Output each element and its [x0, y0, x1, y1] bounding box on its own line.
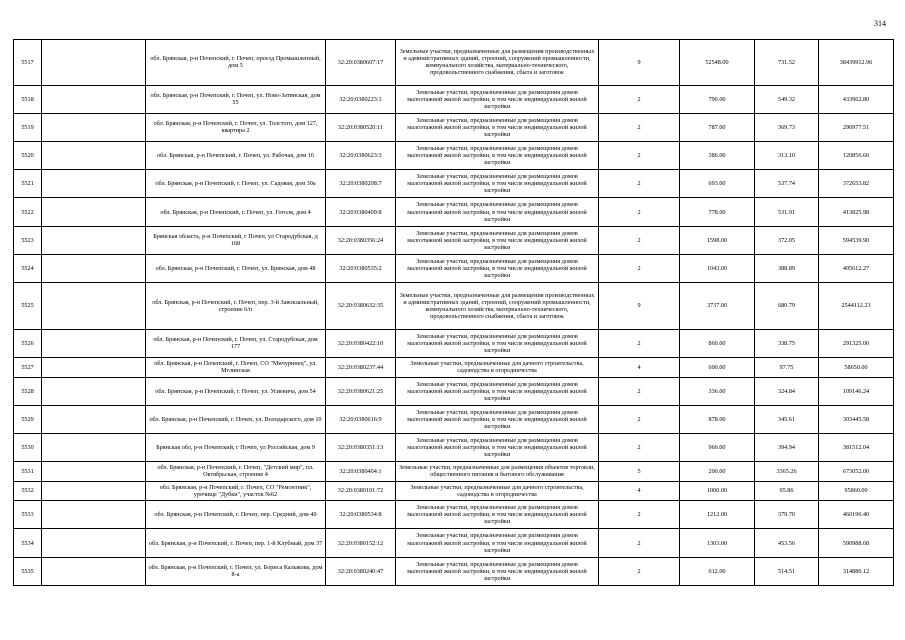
address-cell: обл. Брянская, р-н Почепский, г. Почеп, пер. 3-й Завокзальный, строение 6/п	[146, 283, 326, 330]
empty-cell	[42, 481, 146, 501]
unit-value-cell: 369.73	[755, 113, 819, 141]
cadastral-value-cell: 314880.12	[819, 557, 894, 585]
table-row	[14, 226, 894, 254]
cadastral-value-cell: 2544112.23	[819, 283, 894, 330]
empty-cell	[42, 170, 146, 198]
use-group-cell: 2	[599, 170, 680, 198]
unit-value-cell: 549.32	[755, 85, 819, 113]
address-cell: обл. Брянская, р-н Почепский, г. Почеп, ул. Садовая, дом 30а	[146, 170, 326, 198]
area-cell: 1000.00	[680, 481, 755, 501]
cadastral-value-cell: 381512.04	[819, 433, 894, 461]
address-cell: обл. Брянская, р-н Почепский, г. Почеп, ул. Стародубская, дом 177	[146, 329, 326, 357]
land-purpose-cell: Земельные участки, предназначенные для размещения домов малоэтажной жилой застройки, в том числе индивидуальной жилой застройки	[396, 254, 599, 282]
empty-cell	[42, 283, 146, 330]
use-group-cell: 2	[599, 198, 680, 226]
area-cell: 52548.00	[680, 40, 755, 86]
empty-cell	[42, 40, 146, 86]
row-number: 5519	[14, 113, 42, 141]
cadastral-value-cell: 460196.40	[819, 501, 894, 529]
unit-value-cell: 394.94	[755, 433, 819, 461]
cadastral-value-cell: 413825.98	[819, 198, 894, 226]
cadastral-number-cell: 32:20:0380409:8	[326, 198, 396, 226]
cadastral-number-cell: 32:20:0380404:1	[326, 462, 396, 482]
row-number: 5520	[14, 142, 42, 170]
table-row	[14, 142, 894, 170]
land-purpose-cell: Земельные участки, предназначенные для размещения домов малоэтажной жилой застройки, в том числе индивидуальной жилой застройки	[396, 113, 599, 141]
table-row	[14, 283, 894, 330]
area-cell: 860.00	[680, 329, 755, 357]
cadastral-number-cell: 32:20:0380237:44	[326, 358, 396, 378]
cadastral-value-cell: 38439912.96	[819, 40, 894, 86]
cadastral-number-cell: 32:20:0380621:25	[326, 377, 396, 405]
row-number: 5522	[14, 198, 42, 226]
land-purpose-cell: Земельные участки, предназначенные для размещения домов малоэтажной жилой застройки, в том числе индивидуальной жилой застройки	[396, 529, 599, 557]
cadastral-value-cell: 372653.82	[819, 170, 894, 198]
row-number: 5526	[14, 329, 42, 357]
unit-value-cell: 372.05	[755, 226, 819, 254]
area-cell: 600.00	[680, 358, 755, 378]
empty-cell	[42, 433, 146, 461]
empty-cell	[42, 226, 146, 254]
use-group-cell: 9	[599, 40, 680, 86]
table-row	[14, 405, 894, 433]
table-row	[14, 433, 894, 461]
cadastral-number-cell: 32:20:0380101:72	[326, 481, 396, 501]
land-purpose-cell: Земельные участки, предназначенные для дачного строительства, садоводства и огородничества	[396, 481, 599, 501]
unit-value-cell: 531.91	[755, 198, 819, 226]
table-row	[14, 170, 894, 198]
table-row	[14, 40, 894, 86]
unit-value-cell: 324.84	[755, 377, 819, 405]
address-cell: обл. Брянская, р-н Почепский, г. Почеп, СО "Мичуринец", ул. Мглинская	[146, 358, 326, 378]
area-cell: 966.00	[680, 433, 755, 461]
empty-cell	[42, 113, 146, 141]
land-purpose-cell: Земельные участки, предназначенные для размещения домов малоэтажной жилой застройки, в том числе индивидуальной жилой застройки	[396, 329, 599, 357]
cadastral-number-cell: 32:20:0380632:35	[326, 283, 396, 330]
cadastral-value-cell: 433962.80	[819, 85, 894, 113]
area-cell: 790.00	[680, 85, 755, 113]
land-purpose-cell: Земельные участки, предназначенные для размещения домов малоэтажной жилой застройки, в том числе индивидуальной жилой застройки	[396, 433, 599, 461]
address-cell: Брянская обл, р-н Почепский, г Почеп, ул Российская, дом 9	[146, 433, 326, 461]
cadastral-number-cell: 32:20:0380534:8	[326, 501, 396, 529]
cadastral-value-cell: 291325.00	[819, 329, 894, 357]
land-purpose-cell: Земельные участки, предназначенные для размещения домов малоэтажной жилой застройки, в том числе индивидуальной жилой застройки	[396, 198, 599, 226]
cadastral-value-cell: 673052.00	[819, 462, 894, 482]
use-group-cell: 2	[599, 329, 680, 357]
table-row	[14, 85, 894, 113]
address-cell: обл. Брянская, р-н Почепский, г. Почеп, ул. Толстого, дом 127, квартира 2	[146, 113, 326, 141]
use-group-cell: 2	[599, 405, 680, 433]
address-cell: обл. Брянская, р-н Почепский, г. Почеп, ул. Брянская, дом 48	[146, 254, 326, 282]
cadastral-number-cell: 32:20:0380607:17	[326, 40, 396, 86]
row-number: 5534	[14, 529, 42, 557]
cadastral-value-cell: 405612.27	[819, 254, 894, 282]
empty-cell	[42, 358, 146, 378]
use-group-cell: 2	[599, 85, 680, 113]
land-purpose-cell: Земельные участки, предназначенные для размещения домов малоэтажной жилой застройки, в том числе индивидуальной жилой застройки	[396, 226, 599, 254]
unit-value-cell: 514.51	[755, 557, 819, 585]
table-row	[14, 254, 894, 282]
cadastral-value-cell: 594539.90	[819, 226, 894, 254]
empty-cell	[42, 198, 146, 226]
area-cell: 1043.00	[680, 254, 755, 282]
address-cell: обл. Брянская, р-н Почепский, г. Почеп, пер. Средний, дом 40	[146, 501, 326, 529]
unit-value-cell: 388.89	[755, 254, 819, 282]
cadastral-value-cell: 590988.68	[819, 529, 894, 557]
empty-cell	[42, 254, 146, 282]
empty-cell	[42, 405, 146, 433]
cadastral-number-cell: 32:20:0380623:3	[326, 142, 396, 170]
area-cell: 878.00	[680, 405, 755, 433]
row-number: 5523	[14, 226, 42, 254]
cadastral-value-cell: 95860.00	[819, 481, 894, 501]
area-cell: 693.00	[680, 170, 755, 198]
land-purpose-cell: Земельные участки, предназначенные для размещения домов малоэтажной жилой застройки, в том числе индивидуальной жилой застройки	[396, 377, 599, 405]
land-purpose-cell: Земельные участки, предназначенные для размещения производственных и административных зданий, строений, сооружений промышленности, коммунального хозяйства, материально-технического, продовольственного снабжения, сбыта и заготовок	[396, 283, 599, 330]
row-number: 5521	[14, 170, 42, 198]
address-cell: обл. Брянская, р-н Почепский, г. Почеп, "Детский мир", пл. Октябрьская, строение 4	[146, 462, 326, 482]
unit-value-cell: 379.70	[755, 501, 819, 529]
address-cell: обл. Брянская, р-н Почепский, г. Почеп, ул. Бориса Калыкова, дом 8-а	[146, 557, 326, 585]
address-cell: Брянская область, р-н Почепский, г Почеп, ул Стародубская, д 168	[146, 226, 326, 254]
land-purpose-cell: Земельные участки, предназначенные для размещения домов малоэтажной жилой застройки, в том числе индивидуальной жилой застройки	[396, 557, 599, 585]
use-group-cell: 2	[599, 226, 680, 254]
use-group-cell: 2	[599, 433, 680, 461]
cadastral-number-cell: 32:20:0380520:11	[326, 113, 396, 141]
empty-cell	[42, 557, 146, 585]
table-row	[14, 358, 894, 378]
use-group-cell: 9	[599, 283, 680, 330]
land-purpose-cell: Земельные участки, предназначенные для размещения домов малоэтажной жилой застройки, в том числе индивидуальной жилой застройки	[396, 405, 599, 433]
area-cell: 1303.00	[680, 529, 755, 557]
row-number: 5527	[14, 358, 42, 378]
empty-cell	[42, 85, 146, 113]
use-group-cell: 2	[599, 377, 680, 405]
cadastral-number-cell: 32:20:0380208:7	[326, 170, 396, 198]
unit-value-cell: 453.56	[755, 529, 819, 557]
area-cell: 3737.00	[680, 283, 755, 330]
unit-value-cell: 537.74	[755, 170, 819, 198]
empty-cell	[42, 462, 146, 482]
area-cell: 336.00	[680, 377, 755, 405]
cadastral-number-cell: 32:20:0380223:1	[326, 85, 396, 113]
area-cell: 778.00	[680, 198, 755, 226]
table-row	[14, 501, 894, 529]
land-purpose-cell: Земельные участки, предназначенные для размещения домов малоэтажной жилой застройки, в том числе индивидуальной жилой застройки	[396, 170, 599, 198]
address-cell: обл. Брянская, р-н Почепский, г. Почеп, ул. Володарского, дом 10	[146, 405, 326, 433]
table-row	[14, 198, 894, 226]
area-cell: 787.00	[680, 113, 755, 141]
table-row	[14, 329, 894, 357]
unit-value-cell: 338.75	[755, 329, 819, 357]
empty-cell	[42, 329, 146, 357]
land-registry-table	[13, 39, 894, 586]
row-number: 5532	[14, 481, 42, 501]
cadastral-value-cell: 290977.51	[819, 113, 894, 141]
area-cell: 200.00	[680, 462, 755, 482]
row-number: 5529	[14, 405, 42, 433]
use-group-cell: 2	[599, 557, 680, 585]
row-number: 5525	[14, 283, 42, 330]
row-number: 5518	[14, 85, 42, 113]
cadastral-number-cell: 32:20:0380422:10	[326, 329, 396, 357]
land-purpose-cell: Земельные участки, предназначенные для размещения домов малоэтажной жилой застройки, в том числе индивидуальной жилой застройки	[396, 85, 599, 113]
address-cell: обл. Брянская, р-н Почепский, г. Почеп, СО "Ремонтник", урочище "Дубки", участок №62	[146, 481, 326, 501]
use-group-cell: 2	[599, 529, 680, 557]
page-number: 314	[874, 19, 886, 28]
table-row	[14, 113, 894, 141]
cadastral-value-cell: 303445.58	[819, 405, 894, 433]
row-number: 5533	[14, 501, 42, 529]
use-group-cell: 4	[599, 358, 680, 378]
address-cell: обл. Брянская, р-н Почепский, г. Почеп, ул. Рабочая, дом 16	[146, 142, 326, 170]
row-number: 5530	[14, 433, 42, 461]
land-purpose-cell: Земельные участки, предназначенные для размещения домов малоэтажной жилой застройки, в том числе индивидуальной жилой застройки	[396, 501, 599, 529]
cadastral-number-cell: 32:20:0380152:12	[326, 529, 396, 557]
empty-cell	[42, 142, 146, 170]
table-row	[14, 557, 894, 585]
unit-value-cell: 731.52	[755, 40, 819, 86]
row-number: 5531	[14, 462, 42, 482]
empty-cell	[42, 529, 146, 557]
land-purpose-cell: Земельные участки, предназначенные для размещения домов малоэтажной жилой застройки, в том числе индивидуальной жилой застройки	[396, 142, 599, 170]
address-cell: обл. Брянская, р-н Почепский, г. Почеп, ул. Усиевича, дом 54	[146, 377, 326, 405]
use-group-cell: 4	[599, 481, 680, 501]
cadastral-number-cell: 32:20:0380351:13	[326, 433, 396, 461]
cadastral-number-cell: 32:20:0380240:47	[326, 557, 396, 585]
cadastral-number-cell: 32:20:0380356:24	[326, 226, 396, 254]
cadastral-value-cell: 120856.60	[819, 142, 894, 170]
unit-value-cell: 97.75	[755, 358, 819, 378]
land-purpose-cell: Земельные участки, предназначенные для размещения производственных и административных зданий, строений, сооружений промышленности, коммунального хозяйства, материально-технического, продовольственного снабжения, сбыта и заготовок	[396, 40, 599, 86]
row-number: 5517	[14, 40, 42, 86]
cadastral-number-cell: 32:20:0380535:2	[326, 254, 396, 282]
empty-cell	[42, 377, 146, 405]
address-cell: обл. Брянская, р-н Почепский, г. Почеп, проезд Промышленный, дом 5	[146, 40, 326, 86]
area-cell: 1598.00	[680, 226, 755, 254]
use-group-cell: 2	[599, 254, 680, 282]
use-group-cell: 2	[599, 501, 680, 529]
address-cell: обл. Брянская, р-н Почепский, г. Почеп, пер. 1-й Клубный, дом 37	[146, 529, 326, 557]
address-cell: обл. Брянская, р-н Почепский, г. Почеп, ул. Гоголя, дом 4	[146, 198, 326, 226]
row-number: 5524	[14, 254, 42, 282]
land-purpose-cell: Земельные участки, предназначенные для размещения объектов торговли, общественного питания и бытового обслуживания	[396, 462, 599, 482]
table-row	[14, 462, 894, 482]
land-purpose-cell: Земельные участки, предназначенные для дачного строительства, садоводства и огородничества	[396, 358, 599, 378]
unit-value-cell: 3365.26	[755, 462, 819, 482]
area-cell: 386.00	[680, 142, 755, 170]
cadastral-number-cell: 32:20:0380616:9	[326, 405, 396, 433]
row-number: 5535	[14, 557, 42, 585]
use-group-cell: 2	[599, 142, 680, 170]
table-row	[14, 481, 894, 501]
use-group-cell: 5	[599, 462, 680, 482]
use-group-cell: 2	[599, 113, 680, 141]
table-row	[14, 529, 894, 557]
address-cell: обл. Брянская, р-н Почепский, г. Почеп, ул. Ново-Затинская, дом 55	[146, 85, 326, 113]
empty-cell	[42, 501, 146, 529]
area-cell: 612.00	[680, 557, 755, 585]
area-cell: 1212.00	[680, 501, 755, 529]
unit-value-cell: 680.79	[755, 283, 819, 330]
cadastral-value-cell: 58650.00	[819, 358, 894, 378]
row-number: 5528	[14, 377, 42, 405]
unit-value-cell: 345.61	[755, 405, 819, 433]
table-row	[14, 377, 894, 405]
unit-value-cell: 313.10	[755, 142, 819, 170]
unit-value-cell: 95.86	[755, 481, 819, 501]
cadastral-value-cell: 109146.24	[819, 377, 894, 405]
